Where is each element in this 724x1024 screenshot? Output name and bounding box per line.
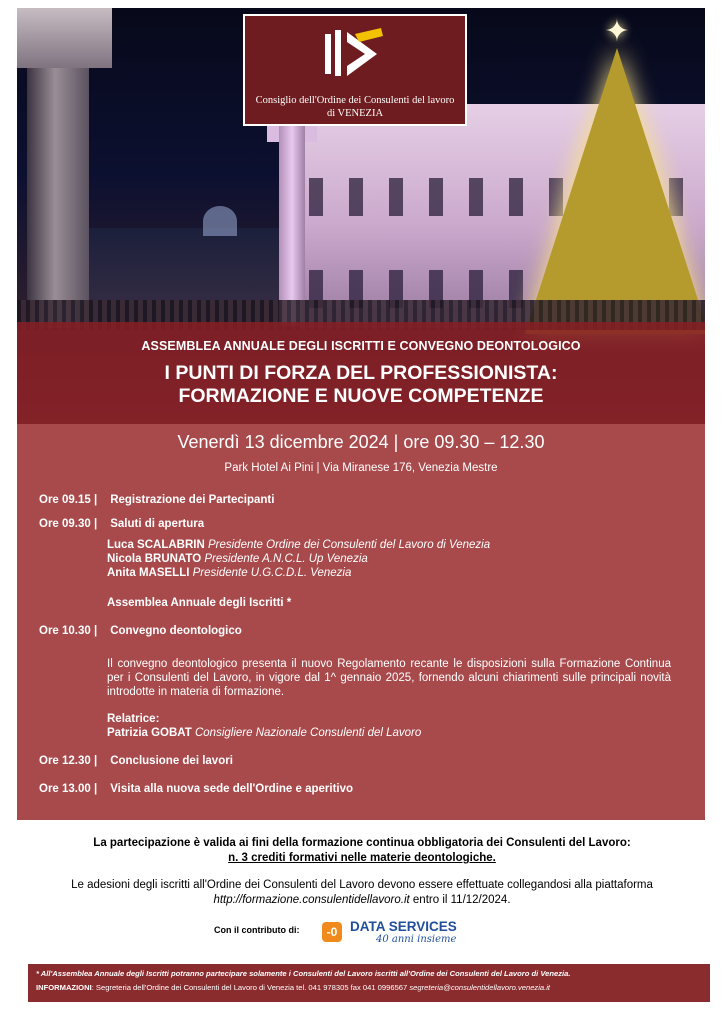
sponsor-tagline: 40 anni insieme [376, 934, 457, 945]
footer-email-link[interactable]: segreteria@consulentidellavoro.venezia.it [409, 983, 551, 992]
credits-notice-line2: n. 3 crediti formativi nelle materie deontologiche. [228, 852, 496, 864]
title-band [17, 322, 705, 424]
speaker-item [107, 538, 490, 552]
schedule-item-convegno [39, 625, 242, 637]
organization-name [249, 94, 461, 120]
schedule-time: Ore 10.30 | [39, 625, 98, 637]
event-venue: Park Hotel Ai Pini | Via Miranese 176, Venezia Mestre [224, 462, 498, 474]
relatrice-label: Relatrice: [107, 713, 160, 725]
schedule-time: Ore 13.00 | [39, 783, 98, 795]
relatrice-name: Patrizia GOBAT [107, 727, 192, 739]
speaker-list [107, 538, 490, 580]
relatrice-block [107, 712, 421, 740]
speaker-item [107, 552, 490, 566]
schedule-time: Ore 12.30 | [39, 755, 98, 767]
schedule-item-visit [39, 783, 353, 795]
footer-band [28, 964, 710, 1002]
convegno-description: Il convegno deontologico presenta il nuovo Regolamento recante le disposizioni sulla Formazione Continua per i Consulenti del Lavoro, in vigore dal 1^ gennaio 2025, fornendo alcuni chiarimenti sulle principali novità introdotte in materia di formazione. [107, 658, 671, 698]
event-title-line1: I PUNTI DI FORZA DEL PROFESSIONISTA: [164, 362, 558, 384]
schedule-item-registration [39, 494, 274, 506]
schedule-label: Conclusione dei lavori [110, 755, 233, 767]
sponsor-name: DATA SERVICES [350, 919, 457, 934]
program-panel [17, 424, 705, 820]
speaker-item [107, 566, 490, 580]
relatrice-role: Consigliere Nazionale Consulenti del Lavoro [194, 727, 422, 739]
data-services-logo-icon: -0 [322, 922, 342, 942]
middle-column [279, 126, 305, 326]
footer-info-text: : Segreteria dell'Ordine dei Consulenti del Lavoro di Venezia tel. 041 978305 fax 041 0996567 [91, 983, 410, 992]
event-subtitle: ASSEMBLEA ANNUALE DEGLI ISCRITTI E CONVEGNO DEONTOLOGICO [141, 339, 581, 353]
sponsor-label: Con il contributo di: [214, 925, 300, 935]
organization-name-line1: Consiglio dell'Ordine dei Consulenti del lavoro [255, 95, 455, 106]
footer-info [36, 982, 702, 994]
footer-info-label: INFORMAZIONI [36, 983, 92, 992]
schedule-label: Convegno deontologico [110, 625, 242, 637]
event-title [17, 362, 705, 408]
tree-star-icon: ✦ [604, 15, 630, 48]
schedule-time: Ore 09.30 | [39, 518, 98, 530]
registration-deadline: entro il 11/12/2024. [409, 894, 511, 906]
credits-notice [0, 836, 724, 866]
event-title-line2: FORMAZIONE E NUOVE COMPETENZE [178, 385, 544, 407]
footer-note: * All'Assemblea Annuale degli Iscritti potranno partecipare solamente i Consulenti del Lavoro iscritti all'Ordine dei Consulenti del Lavoro di Venezia. [36, 969, 571, 978]
assembly-label: Assemblea Annuale degli Iscritti * [107, 597, 292, 609]
sponsor-logo-data-services [322, 918, 472, 948]
event-date: Venerdì 13 dicembre 2024 | ore 09.30 – 12.30 [177, 432, 545, 452]
assembly-item [107, 596, 291, 610]
speaker-role: Presidente U.G.C.D.L. Venezia [192, 567, 352, 579]
schedule-label: Visita alla nuova sede dell'Ordine e aperitivo [110, 783, 354, 795]
schedule-label: Registrazione dei Partecipanti [110, 494, 275, 506]
registration-platform-link[interactable]: http://formazione.consulentidellavoro.it [213, 894, 410, 906]
credits-notice-line1: La partecipazione è valida ai fini della formazione continua obbligatoria dei Consulenti del Lavoro: [93, 837, 631, 849]
schedule-item-conclusion [39, 755, 233, 767]
speaker-name: Luca SCALABRIN [107, 539, 205, 551]
speaker-role: Presidente Ordine dei Consulenti del Lavoro di Venezia [207, 539, 491, 551]
speaker-role: Presidente A.N.C.L. Up Venezia [204, 553, 368, 565]
registration-instructions-line1: Le adesioni degli iscritti all'Ordine dei Consulenti del Lavoro devono essere effettuate collegandosi alla piattaforma [71, 879, 653, 891]
church-dome [203, 206, 237, 236]
schedule-time: Ore 09.15 | [39, 494, 98, 506]
schedule-item-opening [39, 518, 204, 530]
left-column-capital [17, 8, 112, 68]
christmas-tree [525, 48, 705, 334]
speaker-name: Nicola BRUNATO [107, 553, 202, 565]
organization-logo [243, 14, 467, 126]
cdl-logo-icon [321, 24, 387, 84]
registration-instructions [0, 878, 724, 908]
organization-name-line2: di VENEZIA [326, 108, 384, 119]
schedule-label: Saluti di apertura [110, 518, 205, 530]
speaker-name: Anita MASELLI [107, 567, 190, 579]
